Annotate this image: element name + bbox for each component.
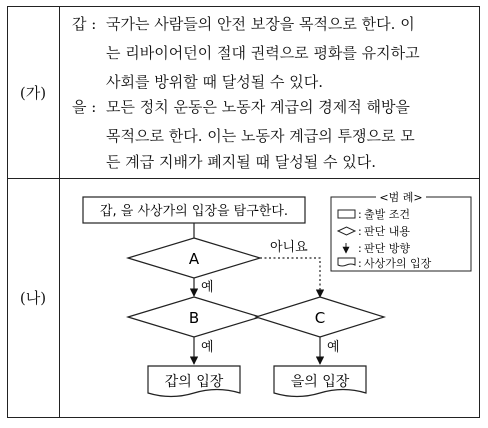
arrow-a-to-c — [260, 258, 320, 297]
legend-item-2: 판단 내용 — [364, 225, 411, 238]
decision-b-label: B — [188, 309, 200, 327]
gap-line-3: 사회를 방위할 때 달성될 수 있다. — [106, 73, 323, 91]
legend-item-3: 판단 방향 — [364, 242, 411, 255]
yes-label-3: 예 — [327, 340, 340, 355]
row-label-ga: (가) — [19, 84, 47, 102]
legend-item-1-colon: : — [358, 208, 362, 221]
decision-c-label: C — [314, 309, 326, 327]
speaker-gap: 갑 : — [72, 15, 97, 33]
speaker-eul: 을 : — [72, 98, 97, 116]
legend-item-4: 사상가의 입장 — [364, 257, 432, 270]
gap-line-1: 국가는 사람들의 안전 보장을 목적으로 한다. 이 — [106, 15, 415, 33]
result-gap-text: 갑의 입장 — [164, 374, 224, 390]
eul-line-1: 모든 정치 운동은 노동자 계급의 경제적 해방을 — [106, 98, 410, 116]
start-condition-text: 갑, 을 사상가의 입장을 탐구한다. — [99, 204, 289, 219]
yes-label-2: 예 — [201, 340, 214, 355]
gap-line-2: 는 리바이어던이 절대 권력으로 평화를 유지하고 — [106, 44, 420, 62]
legend-item-1: 출발 조건 — [364, 208, 411, 221]
eul-line-3: 든 계급 지배가 폐지될 때 달성될 수 있다. — [106, 153, 376, 171]
yes-label-1: 예 — [201, 280, 214, 295]
legend-title: <범 례> — [379, 191, 423, 204]
legend-rect-icon — [338, 210, 355, 218]
row-label-na: (나) — [19, 289, 47, 307]
legend-item-4-colon: : — [358, 257, 362, 270]
decision-a-label: A — [188, 250, 200, 268]
result-eul-text: 을의 입장 — [290, 374, 350, 390]
legend-item-3-colon: : — [358, 242, 362, 255]
legend-item-2-colon: : — [358, 225, 362, 238]
eul-line-2: 목적으로 한다. 이는 노동자 계급의 투쟁으로 모 — [106, 127, 415, 145]
no-label: 아니요 — [270, 240, 308, 255]
